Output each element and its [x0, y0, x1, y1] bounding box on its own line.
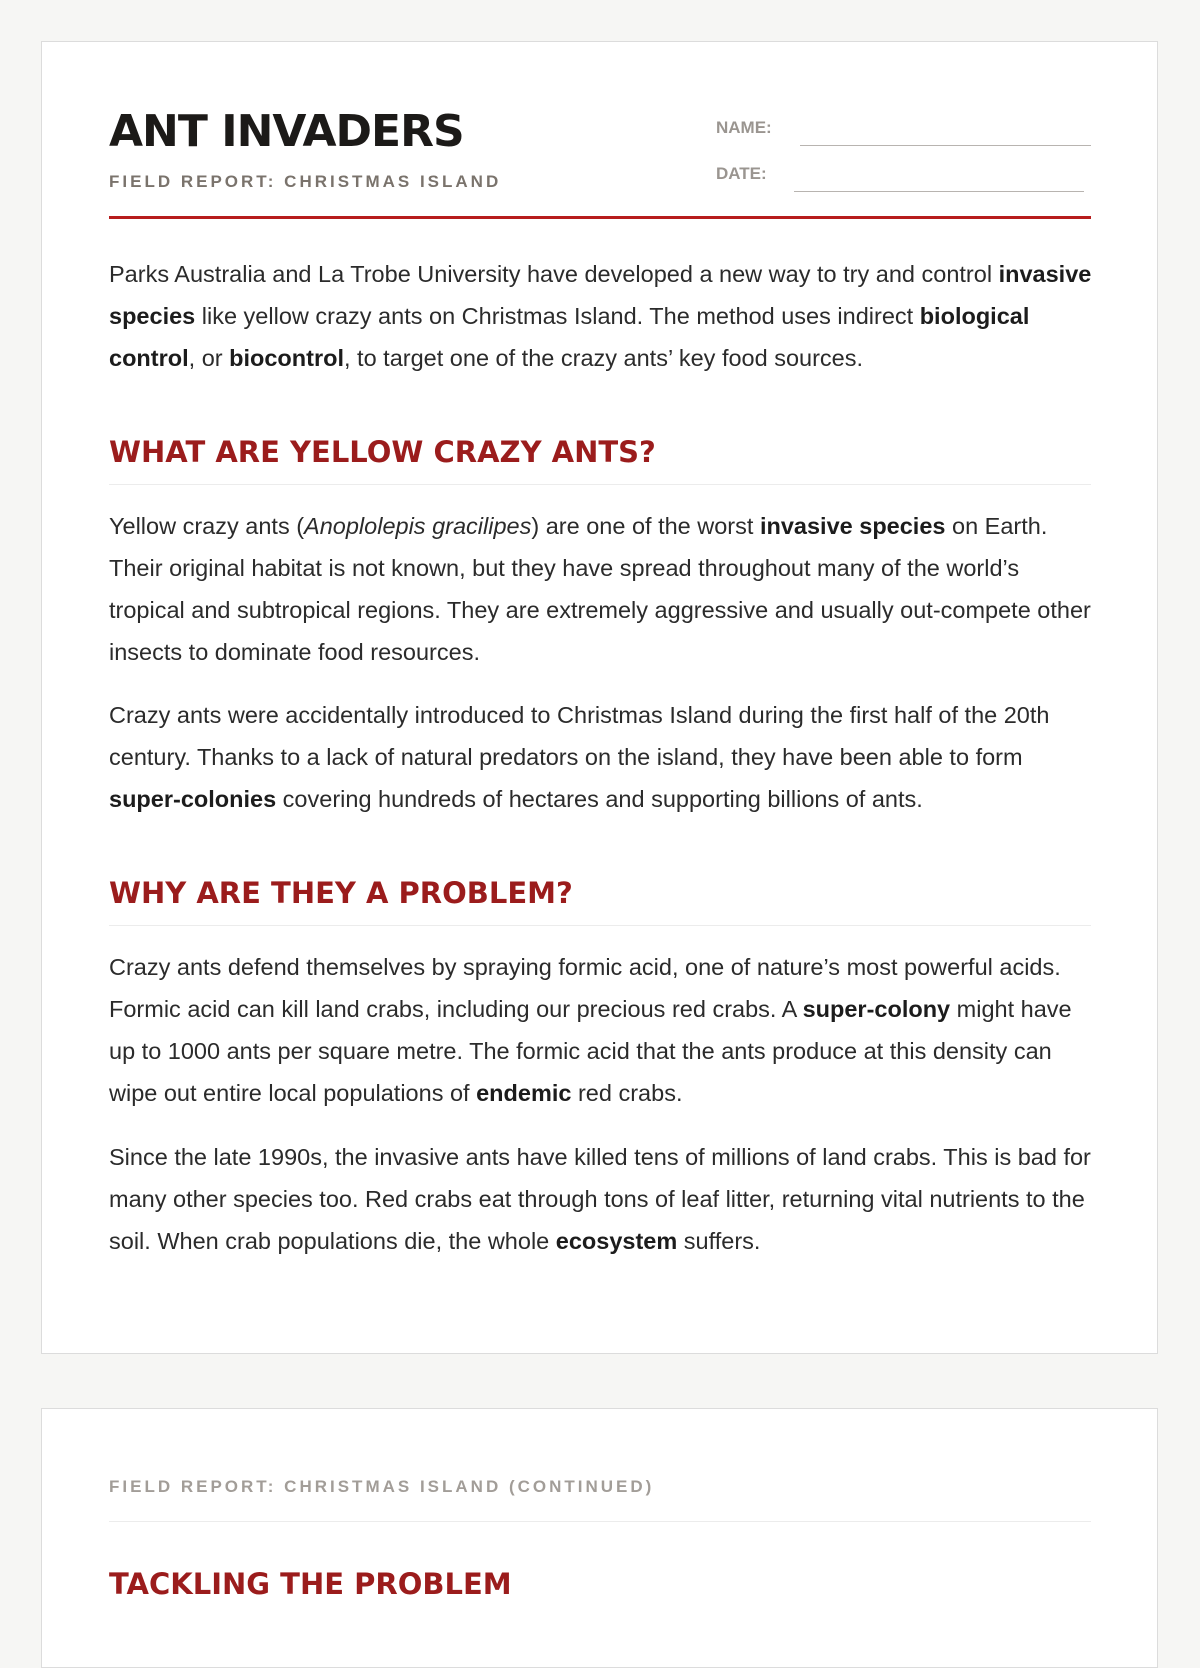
section1-paragraph-2: Crazy ants were accidentally introduced to Christmas Island during the first half of the 20th century. Thanks to a lack of natural predators on the island, they have been able to form super-colonies covering hundreds of hectares and supporting billions of ants.: [109, 702, 1050, 812]
section-heading-what: WHAT ARE YELLOW CRAZY ANTS?: [109, 435, 656, 469]
continued-label: FIELD REPORT: CHRISTMAS ISLAND (CONTINUED): [109, 1477, 655, 1496]
section2-paragraph-1: Crazy ants defend themselves by spraying formic acid, one of nature’s most powerful acids. Formic acid can kill land crabs, including our precious red crabs. A super-colony might have up to 1000 ants per square metre. The formic acid that the ants produce at this density can wipe out entire local populations of endemic red crabs.: [109, 954, 1072, 1106]
date-field[interactable]: [794, 191, 1084, 192]
section-heading-tackling: TACKLING THE PROBLEM: [109, 1567, 512, 1601]
section2-paragraph-2: Since the late 1990s, the invasive ants have killed tens of millions of land crabs. This is bad for many other species too. Red crabs eat through tons of leaf litter, returning vital nutrients to the soil. When crab populations die, the whole ecosystem suffers.: [109, 1144, 1091, 1254]
page-title: ANT INVADERS: [109, 106, 464, 157]
worksheet-page-1: [41, 41, 1158, 1354]
section-divider: [109, 925, 1091, 926]
name-field[interactable]: [800, 145, 1091, 146]
worksheet-page-2: [41, 1408, 1158, 1668]
section-divider: [109, 1521, 1091, 1522]
section-divider: [109, 484, 1091, 485]
date-label: DATE:: [716, 164, 767, 183]
intro-paragraph: Parks Australia and La Trobe University have developed a new way to try and control invasive species like yellow crazy ants on Christmas Island. The method uses indirect biological control, or biocontrol, to target one of the crazy ants’ key food sources.: [109, 261, 1092, 371]
section1-paragraph-1: Yellow crazy ants (Anoplolepis gracilipes) are one of the worst invasive species on Earth. Their original habitat is not known, but they have spread throughout many of the world’s tropical and subtropical regions. They are extremely aggressive and usually out-compete other insects to dominate food resources.: [109, 513, 1091, 665]
page-subtitle: FIELD REPORT: CHRISTMAS ISLAND: [109, 172, 502, 191]
name-label: NAME:: [716, 118, 772, 137]
section-heading-why: WHY ARE THEY A PROBLEM?: [109, 876, 573, 910]
header-divider: [109, 216, 1091, 219]
